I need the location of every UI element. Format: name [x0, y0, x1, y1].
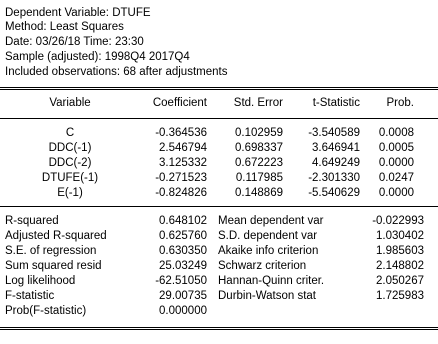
coefficient-value: -0.824826	[155, 187, 207, 199]
coefficient-value: -0.364536	[155, 127, 207, 139]
std-error-value: 0.117985	[235, 172, 283, 184]
column-header-coefficient: Coefficient	[152, 97, 207, 109]
stat-right-label: Mean dependent var	[218, 215, 324, 227]
stat-left-label: Sum squared resid	[5, 260, 102, 272]
stat-left-label: Adjusted R-squared	[5, 230, 107, 242]
std-error-value: 0.672223	[235, 157, 283, 169]
stat-left-value: 0.000000	[159, 305, 207, 317]
column-header-std-error: Std. Error	[233, 97, 283, 109]
stat-left-label: S.E. of regression	[5, 245, 97, 257]
stat-left-label: Log likelihood	[5, 275, 76, 287]
t-statistic-value: 4.649249	[312, 157, 360, 169]
coefficient-value: 2.546794	[159, 142, 207, 154]
table-top-rule	[0, 87, 438, 88]
stat-left-value: 0.648102	[159, 215, 207, 227]
stat-left-label: R-squared	[5, 215, 59, 227]
table-bottom-rule-2	[0, 329, 438, 330]
variable-name: DDC(-2)	[48, 157, 92, 169]
prob-value: 0.0008	[378, 127, 414, 139]
coefficient-value: -0.271523	[155, 172, 207, 184]
stat-right-value: 2.148802	[376, 260, 424, 272]
stat-right-label: S.D. dependent var	[218, 230, 318, 242]
header-bottom-rule	[0, 118, 438, 119]
t-statistic-value: -2.301330	[308, 172, 360, 184]
prob-value: 0.0005	[378, 142, 414, 154]
column-header-prob: Prob.	[386, 97, 414, 109]
stat-right-value: 2.050267	[376, 275, 424, 287]
prob-value: 0.0000	[378, 187, 414, 199]
date-time-line: Date: 03/26/18 Time: 23:30	[5, 36, 144, 48]
stat-right-value: 1.030402	[376, 230, 424, 242]
stat-left-value: -62.51050	[155, 275, 207, 287]
stat-left-value: 25.03249	[159, 260, 207, 272]
table-bottom-rule	[0, 327, 438, 328]
variable-name: E(-1)	[57, 187, 83, 199]
column-header-t-statistic: t-Statistic	[312, 97, 360, 109]
stat-right-value: -0.022993	[372, 215, 424, 227]
coefficients-bottom-rule	[0, 206, 438, 207]
variable-name: DTUFE(-1)	[41, 172, 99, 184]
stat-left-value: 0.630350	[159, 245, 207, 257]
dependent-variable-line: Dependent Variable: DTUFE	[5, 7, 151, 19]
variable-name: DDC(-1)	[48, 142, 92, 154]
table-top-rule-2	[0, 89, 438, 90]
stat-right-label: Akaike info criterion	[218, 245, 319, 257]
variable-name: C	[65, 127, 75, 139]
stat-right-label: Hannan-Quinn criter.	[218, 275, 325, 287]
coefficient-value: 3.125332	[159, 157, 207, 169]
prob-value: 0.0000	[378, 157, 414, 169]
stat-right-value: 1.725983	[376, 290, 424, 302]
column-header-variable: Variable	[49, 97, 91, 109]
sample-line: Sample (adjusted): 1998Q4 2017Q4	[5, 51, 190, 63]
stat-right-label: Schwarz criterion	[218, 260, 307, 272]
t-statistic-value: -5.540629	[308, 187, 360, 199]
stat-right-value: 1.985603	[376, 245, 424, 257]
stat-left-value: 29.00735	[159, 290, 207, 302]
observations-line: Included observations: 68 after adjustments	[5, 66, 228, 78]
std-error-value: 0.102959	[235, 127, 283, 139]
t-statistic-value: 3.646941	[312, 142, 360, 154]
t-statistic-value: -3.540589	[308, 127, 360, 139]
method-line: Method: Least Squares	[5, 21, 124, 33]
prob-value: 0.0247	[378, 172, 414, 184]
stat-right-label: Durbin-Watson stat	[218, 290, 316, 302]
stat-left-value: 0.625760	[159, 230, 207, 242]
stat-left-label: Prob(F-statistic)	[5, 305, 87, 317]
stat-left-label: F-statistic	[5, 290, 55, 302]
std-error-value: 0.698337	[235, 142, 283, 154]
std-error-value: 0.148869	[235, 187, 283, 199]
